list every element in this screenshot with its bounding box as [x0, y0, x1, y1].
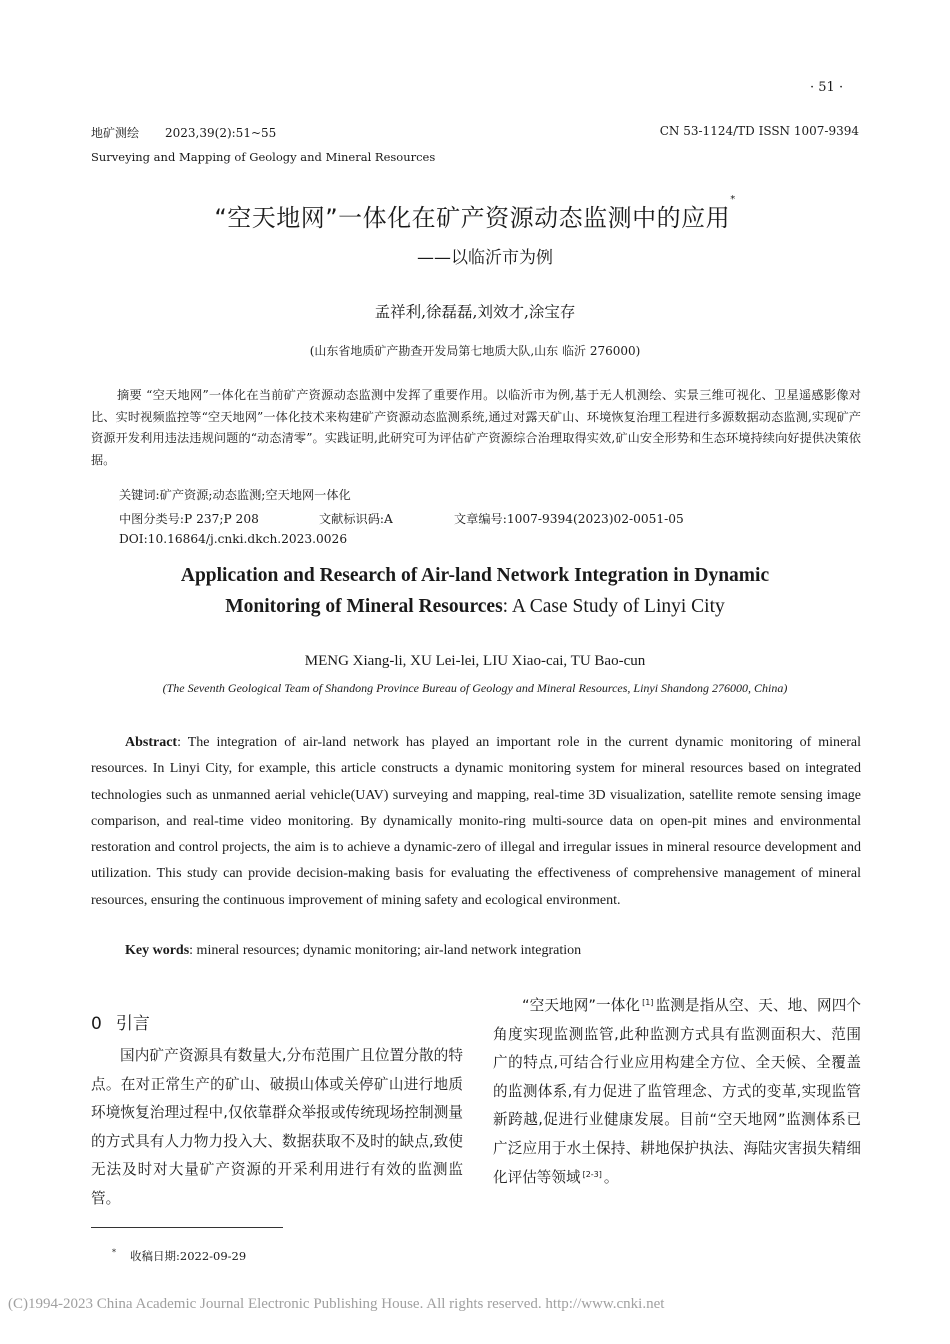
- keywords-cn: 关键词:矿产资源;动态监测;空天地网一体化: [119, 488, 351, 502]
- para-right-start: “空天地网”一体化: [522, 997, 641, 1014]
- affiliation-en: [0, 681, 950, 696]
- affiliation-cn: (山东省地质矿产勘查开发局第七地质大队,山东 临沂 276000): [309, 344, 641, 358]
- abstract-en-label: Abstract: [125, 735, 178, 750]
- para-right-end: 。: [603, 1168, 619, 1186]
- footnote: [112, 1248, 246, 1264]
- affiliation-en-text: (The Seventh Geological Team of Shandong Province Bureau of Geology and Mineral Resources, Linyi Shandong 276000, China): [162, 681, 788, 695]
- section-title: 引言: [115, 1014, 150, 1034]
- abstract-en: [91, 730, 861, 914]
- keywords-en-label: Key words: [125, 943, 190, 958]
- authors-cn: 孟祥利,徐磊磊,刘效才,涂宝存: [374, 303, 576, 321]
- abstract-cn: 摘要 “空天地网”一体化在当前矿产资源动态监测中发挥了重要作用。以临沂市为例,基于无人机测绘、实景三维可视化、卫星遥感影像对比、实时视频监控等“空天地网”一体化技术来构建矿产资源动态监测系统,通过对露天矿山、环境恢复治理工程进行多源数据动态监测,实现矿产资源开发利用违法违规问题的“动态清零”。实践证明,此研究可为评估矿产资源综合治理取得实效,矿山安全形势和生态环境持续向好提供决策依据。: [91, 388, 861, 467]
- title-en-line-2: Monitoring of Mineral Resources: [225, 596, 503, 617]
- abstract-en-text: : The integration of air-land network has played an important role in the current dynamic monitoring of mineral resources. In Linyi City, for example, this article constructs a dynamic monitoring system for mineral resources based on integrated technologies such as unmanned aerial vehicle(UAV) surveying and mapping, real-time 3D visualization, satellite remote sensing image comparison, and real-time video monitoring. By dynamically monito-ring multi-source data on open-pit mines and environmental restoration and control projects, the aim is to achieve a dynamic-zero of illegal and irregular issues in mineral resource development and utilization. This study can provide decision-making basis for evaluating the effectiveness of comprehensive management of mineral resources, ensuring the continuous improvement of mining safety and ecological environment.: [91, 735, 861, 908]
- body-paragraph-right: [493, 992, 861, 1192]
- journal-issue: 2023,39(2):51~55: [165, 126, 277, 140]
- copyright-watermark: (C)1994-2023 China Academic Journal Electronic Publishing House. All rights reserved. http://www.cnki.net: [8, 1296, 665, 1312]
- section-heading: [91, 1009, 150, 1034]
- paper-subtitle-cn: ——以临沂市为例: [417, 248, 553, 268]
- para-right-body: 监测是指从空、天、地、网四个角度实现监测监管,此种监测方式具有监测面积大、范围广的特点,可结合行业应用构建全方位、全天候、全覆盖的监测体系,有力促进了监管理念、方式的变革,实现监管新跨越,促进行业健康发展。目前“空天地网”监测体系已广泛应用于水土保持、耕地保护执法、海陆灾害损失精细化评估等领域: [493, 997, 861, 1186]
- title-cn-text: “空天地网”一体化在矿产资源动态监测中的应用: [214, 204, 731, 232]
- footnote-divider: [91, 1227, 283, 1228]
- keywords-en: [125, 943, 581, 959]
- paper-title-cn: [0, 194, 950, 233]
- classification-line: [119, 510, 684, 527]
- journal-header: [91, 124, 276, 141]
- journal-name-en: Surveying and Mapping of Geology and Mineral Resources: [91, 150, 436, 164]
- clc-number: 中图分类号:P 237;P 208: [119, 512, 259, 526]
- article-number: 文章编号:1007-9394(2023)02-0051-05: [454, 512, 684, 526]
- journal-cn-issn: CN 53-1124/TD ISSN 1007-9394: [659, 124, 859, 138]
- footnote-mark: *: [112, 1248, 116, 1257]
- paper-title-en: [0, 560, 950, 622]
- citation-2-3: [2-3]: [582, 1169, 602, 1179]
- received-date: 收稿日期:2022-09-29: [130, 1249, 247, 1263]
- section-number: 0: [91, 1014, 102, 1034]
- document-code: 文献标识码:A: [319, 512, 393, 526]
- journal-name-cn: 地矿测绘: [91, 126, 140, 140]
- title-en-line-1: Application and Research of Air-land Network Integration in Dynamic: [180, 565, 770, 586]
- doi: DOI:10.16864/j.cnki.dkch.2023.0026: [119, 532, 348, 546]
- citation-1: [1]: [642, 998, 654, 1007]
- title-en-subtitle: : A Case Study of Linyi City: [502, 596, 725, 617]
- keywords-en-text: : mineral resources; dynamic monitoring; air-land network integration: [189, 943, 582, 958]
- authors-en: MENG Xiang-li, XU Lei-lei, LIU Xiao-cai, TU Bao-cun: [304, 653, 646, 669]
- title-footnote-mark: *: [730, 194, 736, 205]
- page-number: · 51 ·: [810, 80, 844, 95]
- body-paragraph-left: 国内矿产资源具有数量大,分布范围广且位置分散的特点。在对正常生产的矿山、破损山体或关停矿山进行地质环境恢复治理过程中,仅依靠群众举报或传统现场控制测量的方式具有人力物力投入大、数据获取不及时的缺点,致使无法及时对大量矿产资源的开采利用进行有效的监测监管。: [91, 1047, 463, 1207]
